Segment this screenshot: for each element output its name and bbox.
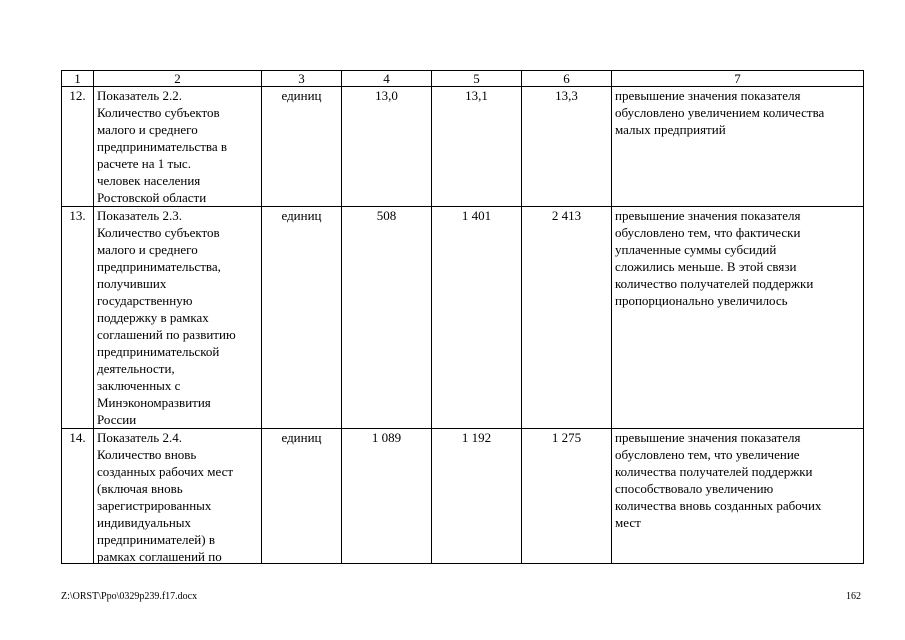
footer-file-path: Z:\ORST\Ppo\0329p239.f17.docx [61, 591, 198, 602]
indicator-name: Показатель 2.3. Количество субъектов малого и среднего предпринимательства, получивших государственную поддержку в рамках соглашений по развитию предпринимательской деятельности, заключенных с Минэкономразвития России [94, 207, 262, 429]
value-cell [342, 429, 432, 564]
value-cell [522, 429, 612, 564]
comment-cell [612, 429, 864, 564]
column-header: 1 [62, 71, 94, 87]
table-row [62, 207, 864, 429]
unit-cell: единиц [262, 207, 342, 429]
indicator-cell [94, 429, 262, 564]
value-cell: 1 401 [432, 207, 522, 429]
value-text: 1 275 [551, 430, 582, 445]
table-header-row [62, 71, 864, 87]
column-header: 5 [432, 71, 522, 87]
value-cell: 13,3 [522, 87, 612, 207]
row-number: 12. [62, 87, 94, 207]
report-table [61, 70, 864, 564]
unit-text: единиц [281, 430, 322, 445]
indicator-name: Показатель 2.2. Количество субъектов малого и среднего предпринимательства в расчете на 1 тыс. человек населения Ростовской области [94, 87, 262, 207]
row-number [62, 429, 94, 564]
column-header: 3 [262, 71, 342, 87]
comment-cell: превышение значения показателя обусловлено увеличением количества малых предприятий [612, 87, 864, 207]
value-cell: 13,1 [432, 87, 522, 207]
column-header: 6 [522, 71, 612, 87]
indicator-name: Показатель 2.4. Количество вновь созданных рабочих мест (включая вновь зарегистрированных индивидуальных предпринимателей) в рамках соглашений по [97, 430, 234, 563]
value-cell: 508 [342, 207, 432, 429]
column-header: 4 [342, 71, 432, 87]
row-number-text: 14. [69, 430, 86, 445]
value-cell: 13,0 [342, 87, 432, 207]
value-text: 1 192 [461, 430, 492, 445]
value-cell [432, 429, 522, 564]
value-text: 1 089 [371, 430, 402, 445]
unit-cell [262, 429, 342, 564]
value-cell: 2 413 [522, 207, 612, 429]
footer-page-number: 162 [846, 591, 861, 602]
table-row [62, 429, 864, 564]
row-number: 13. [62, 207, 94, 429]
unit-cell: единиц [262, 87, 342, 207]
comment-text: превышение значения показателя обусловлено тем, что увеличение количества получателей поддержки способствовало увеличению количества вновь созданных рабочих мест [615, 430, 822, 530]
table-row [62, 87, 864, 207]
column-header: 2 [94, 71, 262, 87]
column-header: 7 [612, 71, 864, 87]
comment-cell: превышение значения показателя обусловлено тем, что фактически уплаченные суммы субсидий сложились меньше. В этой связи количество получателей поддержки пропорционально увеличилось [612, 207, 864, 429]
